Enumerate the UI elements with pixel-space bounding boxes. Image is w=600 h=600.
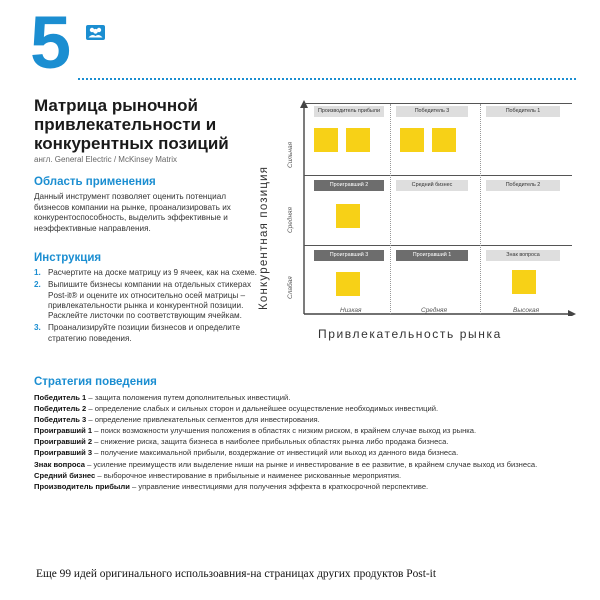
strategy-item [34, 459, 574, 470]
footer-caption: Еще 99 идей оригинального использоавния-на страницах других продуктов Post-it [36, 568, 437, 580]
strategy-term: Средний бизнес [34, 470, 96, 480]
scope-heading: Область применения [34, 176, 156, 188]
step-number: 1. [34, 268, 41, 277]
strategy-item [34, 403, 574, 414]
y-level-label: Слабая [287, 276, 294, 299]
page-subtitle: англ. General Electric / McKinsey Matrix [34, 155, 177, 164]
x-level-label: Низкая [340, 307, 362, 314]
strategy-desc: – определение слабых и сильных сторон и дальнейшее осуществление необходимых инвестиций. [86, 404, 439, 414]
matrix-cell-label: Средний бизнес [396, 180, 468, 191]
y-level-label: Средняя [287, 207, 294, 233]
instruction-steps [34, 268, 272, 346]
strategy-list [34, 392, 574, 492]
strategy-term: Проигравший 2 [34, 437, 93, 447]
strategy-desc: – получение максимальной прибыли, воздержание от инвестиций или выход из данного вида бизнеса. [92, 448, 459, 458]
strategy-desc: – снижение риска, защита бизнеса в наиболее прибыльных областях рынка либо продажа бизнеса. [92, 437, 449, 447]
strategy-term: Проигравший 1 [34, 426, 93, 436]
y-axis-label: Конкурентная позиция [258, 165, 270, 310]
instruction-step [34, 268, 272, 278]
strategy-term: Победитель 2 [34, 404, 87, 414]
instruction-step [34, 280, 272, 321]
scope-text: Данный инструмент позволяет оценить потенциал бизнесов компании на рынке, проанализировать их конкурентоспособность, выделить эффективные и неэффективные направления. [34, 192, 231, 233]
matrix-cell-label: Проигравший 1 [396, 250, 468, 261]
matrix-cell-label: Проигравший 2 [314, 180, 384, 191]
x-level-label: Средняя [421, 307, 447, 314]
strategy-item [34, 481, 574, 492]
strategy-term: Знак вопроса [34, 459, 85, 469]
strategy-term: Победитель 1 [34, 393, 87, 402]
sticky-note [336, 204, 360, 228]
matrix-col-divider [390, 104, 391, 314]
strategy-item [34, 425, 574, 436]
sticky-note [400, 128, 424, 152]
strategy-desc: – определение привлекательных сегментов для инвестирования. [86, 415, 320, 425]
strategy-desc: – выборочное инвестирование в прибыльные и наименее рискованные мероприятия. [95, 470, 402, 480]
strategy-item [34, 414, 574, 425]
strategy-item [34, 392, 574, 403]
sticky-note [346, 128, 370, 152]
matrix-top-line [304, 103, 572, 104]
sticky-note [314, 128, 338, 152]
step-text: Выпишите бизнесы компании на отдельных стикерах Post-it® и оцените их относительно осей матрицы – привлекательности рынка и конкурентной позиции. Расклейте листочки по соответствующим ячейкам. [48, 280, 252, 321]
sticky-note [512, 270, 536, 294]
matrix-row-divider [304, 175, 572, 176]
instruction-heading: Инструкция [34, 252, 102, 264]
step-number: 3. [34, 323, 41, 333]
matrix-cell-label: Победитель 1 [486, 106, 560, 117]
strategy-item [34, 447, 574, 458]
section-number: 5 [30, 1, 70, 84]
matrix-col-divider [480, 104, 481, 314]
strategy-term: Победитель 3 [34, 415, 87, 425]
matrix-cell-label: Победитель 2 [486, 180, 560, 191]
ge-mckinsey-matrix [300, 100, 576, 316]
strategy-term: Производитель прибыли [34, 481, 130, 491]
header-divider [78, 78, 576, 80]
sticky-note [432, 128, 456, 152]
matrix-cell-label: Производитель прибыли [314, 106, 384, 117]
x-axis-label: Привлекательность рынка [318, 327, 502, 341]
step-number: 2. [34, 280, 41, 290]
matrix-cell-label: Проигравший 3 [314, 250, 384, 261]
people-icon [86, 25, 105, 40]
page-title: Матрица рыночной привлекательности и конкурентных позиций [34, 96, 229, 153]
strategy-desc: – защита положения путем дополнительных инвестиций. [86, 393, 291, 402]
strategy-heading: Стратегия поведения [34, 376, 157, 388]
strategy-item [34, 436, 574, 447]
matrix-row-divider [304, 245, 572, 246]
strategy-desc: – управление инвестициями для получения эффекта в краткосрочной перспективе. [129, 481, 429, 491]
y-level-label: Сильная [287, 141, 294, 168]
step-text: Проанализируйте позиции бизнесов и определите стратегию поведения. [48, 323, 241, 343]
matrix-cell-label: Знак вопроса [486, 250, 560, 261]
instruction-step [34, 323, 272, 344]
matrix-cell-label: Победитель 3 [396, 106, 468, 117]
sticky-note [336, 272, 360, 296]
strategy-term: Проигравший 3 [34, 448, 93, 458]
strategy-desc: – поиск возможности улучшения положения в областях с низким риском, в крайнем случае выход из рынка. [92, 426, 477, 436]
strategy-desc: – усиление преимуществ или выделение ниши на рынке и инвестирование в ее развитие, в крайнем случае выход из бизнеса. [85, 459, 538, 469]
step-text: Расчертите на доске матрицу из 9 ячеек, как на схеме. [48, 268, 257, 277]
x-level-label: Высокая [513, 307, 540, 314]
strategy-item [34, 470, 574, 481]
